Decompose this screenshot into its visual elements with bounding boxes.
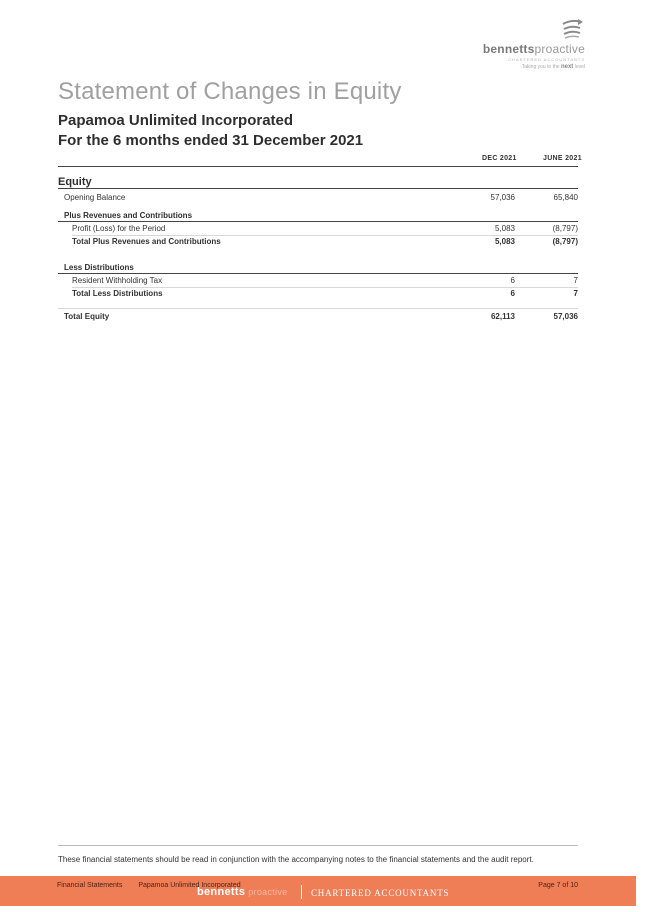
revenues-divider xyxy=(58,221,578,222)
table-row-total-revenues: Total Plus Revenues and Contributions 5,083 (8,797) xyxy=(72,237,578,246)
table-row-total-distributions: Total Less Distributions 6 7 xyxy=(72,289,578,298)
footer-chartered-accountants: CHARTERED ACCOUNTANTS xyxy=(311,888,450,898)
footer-band xyxy=(0,876,636,906)
table-row-profit-loss: Profit (Loss) for the Period 5,083 (8,797) xyxy=(72,224,578,233)
group-heading-distributions: Less Distributions xyxy=(64,263,134,272)
row-divider xyxy=(72,235,578,236)
section-heading-equity: Equity xyxy=(58,176,92,188)
table-row-opening-balance: Opening Balance 57,036 65,840 xyxy=(64,193,578,202)
column-header-june-2021: JUNE 2021 xyxy=(543,155,582,162)
reporting-period: For the 6 months ended 31 December 2021 xyxy=(58,132,364,149)
table-row-total-equity: Total Equity 62,113 57,036 xyxy=(64,312,578,321)
logo-swoosh-icon xyxy=(559,18,585,40)
footer-entity: Papamoa Unlimited Incorporated xyxy=(138,882,241,889)
footer-brand-divider xyxy=(301,885,302,899)
footer-brand: bennetts proactive xyxy=(197,886,288,898)
company-name: Papamoa Unlimited Incorporated xyxy=(58,112,294,129)
logo-wordmark: bennettsproactive xyxy=(482,42,585,56)
equity-divider xyxy=(58,188,578,189)
group-heading-revenues: Plus Revenues and Contributions xyxy=(64,211,193,220)
row-divider xyxy=(72,287,578,288)
page-number: Page 7 of 10 xyxy=(538,882,578,889)
column-header-dec-2021: DEC 2021 xyxy=(482,155,517,162)
page-title: Statement of Changes in Equity xyxy=(58,78,402,105)
row-divider xyxy=(58,308,578,309)
table-row-resident-withholding-tax: Resident Withholding Tax 6 7 xyxy=(72,276,578,285)
logo-tagline: Taking you to the next level xyxy=(521,64,585,70)
disclaimer-text: These financial statements should be read in conjunction with the accompanying notes to the financial statements and the audit report. xyxy=(58,855,534,864)
header-divider xyxy=(58,166,578,167)
footer-doc-type: Financial Statements xyxy=(57,882,123,889)
logo-subtitle: CHARTERED ACCOUNTANTS xyxy=(508,57,585,62)
distributions-divider xyxy=(58,273,578,274)
footer-divider xyxy=(58,845,578,846)
company-logo xyxy=(445,18,585,70)
